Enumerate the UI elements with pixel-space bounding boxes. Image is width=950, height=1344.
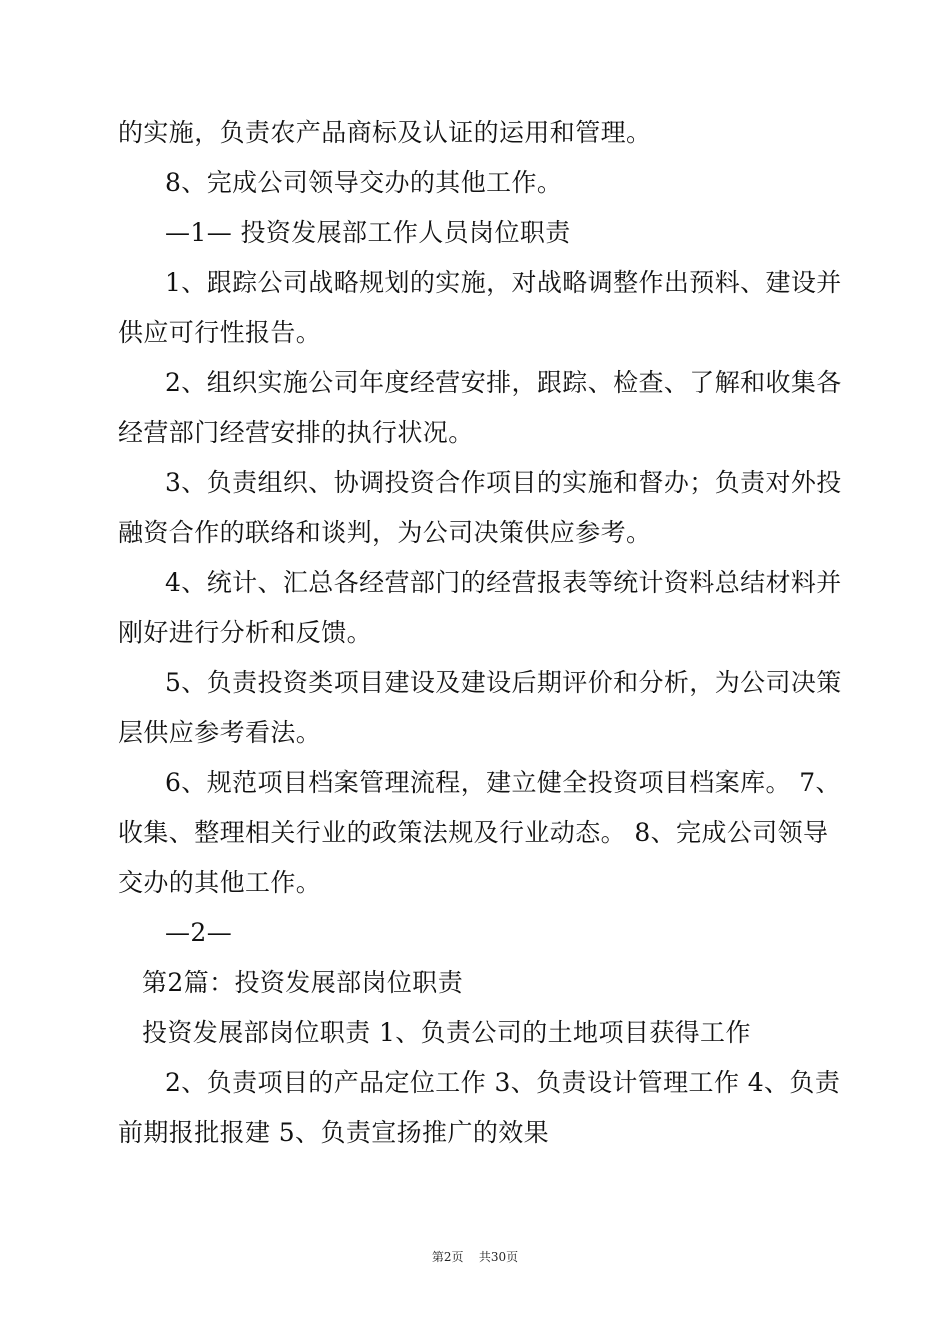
text-line: 层供应参考看法。	[118, 718, 322, 747]
text-line: 经营部门经营安排的执行状况。	[118, 418, 474, 447]
text-line: 供应可行性报告。	[118, 318, 322, 347]
text-line: 1、跟踪公司战略规划的实施，对战略调整作出预料、建设并	[165, 268, 842, 297]
text-line: 刚好进行分析和反馈。	[118, 618, 373, 647]
text-line: 5、负责投资类项目建设及建设后期评价和分析，为公司决策	[165, 668, 842, 697]
text-line: 2、组织实施公司年度经营安排，跟踪、检查、了解和收集各	[165, 368, 842, 397]
text-line: 收集、整理相关行业的政策法规及行业动态。 8、完成公司领导	[118, 818, 829, 847]
chapter-heading: 第2篇：投资发展部岗位职责	[142, 968, 464, 997]
text-line: 4、统计、汇总各经营部门的经营报表等统计资料总结材料并	[165, 568, 842, 597]
page-number-marker: —2—	[165, 918, 233, 947]
page-label: 第2页	[431, 1250, 464, 1264]
text-line: 2、负责项目的产品定位工作 3、负责设计管理工作 4、负责	[165, 1068, 841, 1097]
text-line: 8、完成公司领导交办的其他工作。	[165, 168, 563, 197]
section-heading: —1— 投资发展部工作人员岗位职责	[165, 218, 571, 247]
text-line: 投资发展部岗位职责 1、负责公司的土地项目获得工作	[142, 1018, 751, 1047]
page-footer	[0, 1250, 950, 1264]
text-line: 的实施，负责农产品商标及认证的运用和管理。	[118, 118, 652, 147]
text-line: 3、负责组织、协调投资合作项目的实施和督办；负责对外投	[165, 468, 842, 497]
total-pages-label: 共30页	[478, 1250, 519, 1264]
text-line: 融资合作的联络和谈判，为公司决策供应参考。	[118, 518, 652, 547]
text-line: 交办的其他工作。	[118, 868, 322, 897]
text-line: 6、规范项目档案管理流程，建立健全投资项目档案库。 7、	[165, 768, 841, 797]
text-line: 前期报批报建 5、负责宣扬推广的效果	[118, 1118, 550, 1147]
